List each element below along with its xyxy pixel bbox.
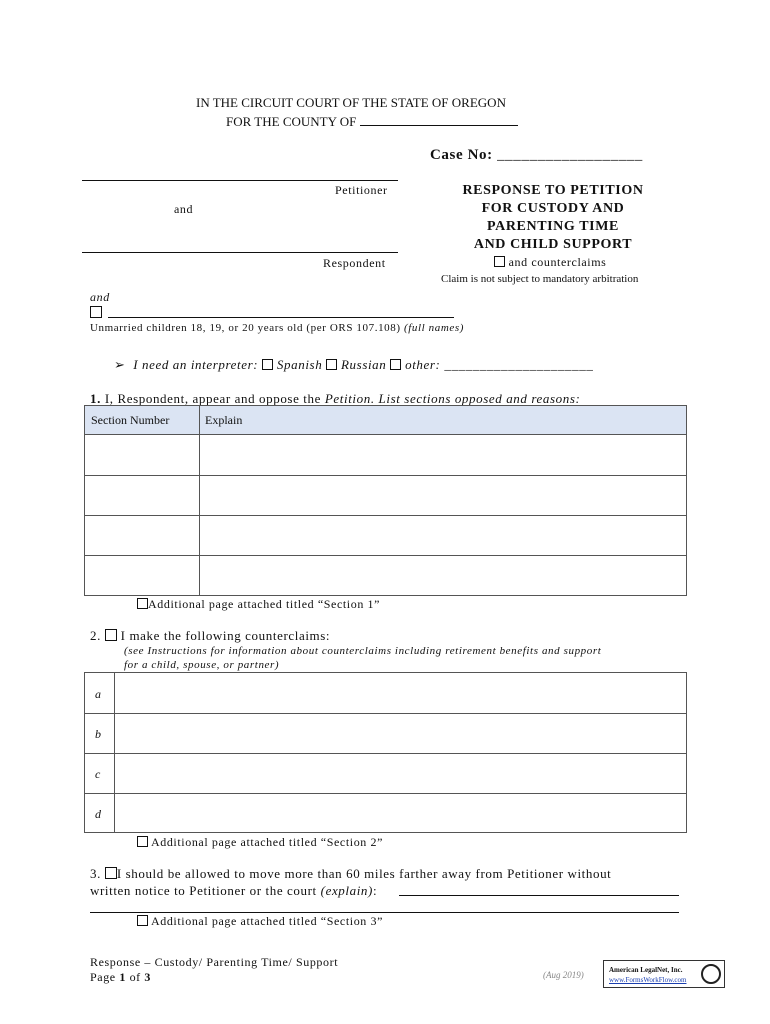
counterclaim-label-c: c — [95, 767, 101, 781]
american-legalnet-logo — [603, 960, 725, 988]
interpreter-row — [114, 357, 593, 373]
section-1-row-4-explain-cell[interactable] — [200, 556, 686, 595]
russian-label: Russian — [341, 357, 387, 372]
counterclaim-field-d[interactable] — [115, 794, 686, 832]
respondent-name-line[interactable] — [82, 252, 398, 253]
section-2-instructions — [124, 644, 601, 672]
globe-icon — [701, 964, 721, 984]
page-total: 3 — [144, 970, 151, 984]
other-language-checkbox[interactable] — [390, 359, 401, 370]
section-3-heading — [90, 866, 611, 882]
section-2-instructions-line-2: for a child, spouse, or partner) — [124, 659, 280, 671]
county-label: FOR THE COUNTY OF — [226, 114, 357, 129]
children-caption — [90, 322, 464, 334]
section-1-table — [84, 405, 687, 596]
section-3-attached-label: Additional page attached titled “Section 3” — [150, 914, 384, 928]
page-prefix: Page — [90, 970, 116, 984]
section-1-row-2-section-cell[interactable] — [85, 476, 199, 515]
case-no-field[interactable]: __________________ — [497, 147, 643, 163]
footer-page-number — [90, 970, 151, 985]
section-2-instructions-line-1: (see Instructions for information about counterclaims including retirement benefits and support — [124, 645, 602, 657]
section-2-number: 2. — [90, 628, 101, 643]
section-1-row-4-section-cell[interactable] — [85, 556, 199, 595]
section-3-text: I should be allowed to move more than 60 miles farther away from Petitioner without — [116, 866, 612, 881]
section-3-number: 3. — [90, 866, 101, 881]
document-title — [418, 182, 688, 254]
section-2-table — [84, 672, 687, 833]
counterclaims-option — [494, 255, 606, 270]
counterclaim-label-b: b — [95, 727, 101, 741]
county-line — [226, 113, 518, 130]
counterclaims-checkbox[interactable] — [494, 256, 505, 267]
spanish-checkbox[interactable] — [262, 359, 273, 370]
other-language-field[interactable]: _____________________ — [444, 357, 594, 372]
arbitration-note: Claim is not subject to mandatory arbitration — [441, 273, 639, 285]
arrow-bullet-icon: ➢ — [114, 357, 126, 372]
children-names-line[interactable] — [108, 317, 454, 318]
title-line-3: PARENTING TIME — [487, 219, 619, 234]
court-heading: IN THE CIRCUIT COURT OF THE STATE OF OREGON — [196, 95, 506, 110]
page-current: 1 — [119, 970, 126, 984]
section-2-attached-label: Additional page attached titled “Section 2” — [150, 835, 384, 849]
section-1-attached — [137, 597, 380, 612]
counterclaim-field-b[interactable] — [115, 714, 686, 753]
and-label: and — [174, 202, 194, 216]
section-1-row-3-section-cell[interactable] — [85, 516, 199, 555]
section-3-colon: : — [372, 883, 378, 898]
section-1-row-1-explain-cell[interactable] — [200, 435, 686, 475]
section-1-attached-label: Additional page attached titled “Section 1” — [148, 597, 381, 611]
section-3-attached-checkbox[interactable] — [137, 915, 148, 926]
section-2-heading — [90, 628, 330, 644]
russian-checkbox[interactable] — [326, 359, 337, 370]
section-3-explain-line[interactable] — [399, 895, 679, 896]
section-3-line-2 — [90, 883, 377, 899]
logo-name: American LegalNet, Inc. — [609, 966, 683, 974]
counterclaim-field-a[interactable] — [115, 673, 686, 713]
respondent-label: Respondent — [323, 256, 386, 270]
children-checkbox[interactable] — [90, 306, 102, 318]
counterclaim-label-d: d — [95, 807, 101, 821]
section-1-rest: . List sections opposed and reasons: — [370, 391, 581, 406]
children-caption-italic: (full names) — [404, 322, 465, 334]
section-2-attached-checkbox[interactable] — [137, 836, 148, 847]
logo-url[interactable]: www.FormsWorkFlow.com — [609, 976, 687, 984]
title-line-2: FOR CUSTODY AND — [481, 201, 625, 216]
section-1-table-header — [85, 406, 686, 435]
section-2-attached — [137, 835, 383, 850]
page-of: of — [129, 970, 141, 984]
section-2-checkbox[interactable] — [105, 629, 117, 641]
section-3-attached — [137, 914, 383, 929]
and-children-label: and — [90, 290, 110, 304]
col-explain: Explain — [205, 413, 243, 427]
section-1-attached-checkbox[interactable] — [137, 598, 148, 609]
section-3-explain-line-2[interactable] — [90, 912, 679, 913]
section-1-row-2-explain-cell[interactable] — [200, 476, 686, 515]
section-1-number: 1. — [90, 391, 101, 406]
counterclaims-label: and counterclaims — [508, 255, 607, 269]
section-1-petition-word: Petition — [324, 391, 371, 406]
county-field[interactable] — [360, 113, 518, 126]
counterclaim-field-c[interactable] — [115, 754, 686, 793]
title-line-4: AND CHILD SUPPORT — [473, 237, 633, 252]
other-language-label: other: — [405, 357, 441, 372]
footer-date: (Aug 2019) — [543, 970, 584, 980]
case-number — [430, 147, 643, 164]
section-3-text-2: written notice to Petitioner or the court — [90, 883, 317, 898]
footer-form-title: Response – Custody/ Parenting Time/ Support — [90, 955, 339, 969]
section-1-row-1-section-cell[interactable] — [85, 435, 199, 475]
section-2-text: I make the following counterclaims: — [120, 628, 331, 643]
section-1-row-3-explain-cell[interactable] — [200, 516, 686, 555]
section-1-text: I, Respondent, appear and oppose the — [104, 391, 321, 406]
interpreter-label: I need an interpreter: — [133, 357, 259, 372]
spanish-label: Spanish — [276, 357, 323, 372]
section-3-explain: (explain) — [320, 883, 373, 898]
case-no-label: Case No: — [430, 147, 493, 163]
title-line-1: RESPONSE TO PETITION — [462, 183, 644, 198]
counterclaim-label-a: a — [95, 687, 101, 701]
col-section-number: Section Number — [91, 413, 170, 427]
children-caption-text: Unmarried children 18, 19, or 20 years old (per ORS 107.108) — [90, 322, 401, 334]
section-3-checkbox[interactable] — [105, 867, 117, 879]
petitioner-label: Petitioner — [335, 183, 388, 197]
petitioner-name-line[interactable] — [82, 180, 398, 181]
